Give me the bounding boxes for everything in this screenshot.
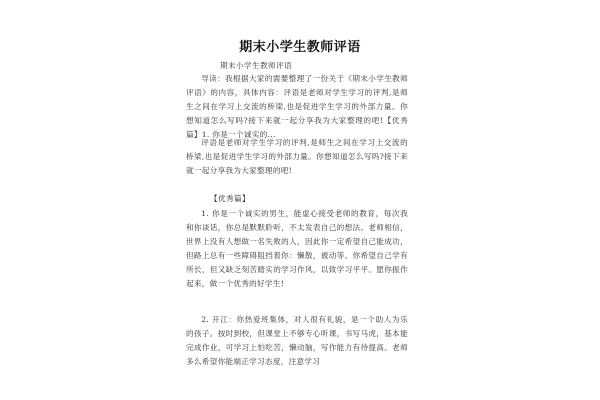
document-subtitle: 期末小学生教师评语 <box>220 61 292 70</box>
comment-item-2: 2. 开江：你热爱班集体，对人很有礼貌，是一个助人为乐的孩子。按时到校，但课堂上不够专心听课，书写马虎，基本能完成作业，可学习上怕吃苦，懒动脑，写作能力有待提高。老师多么希望你能端正学习态度，注意学习 <box>186 315 408 366</box>
summary-paragraph: 评语是老师对学生学习的评判,是师生之间在学习上交流的桥梁,也是促进学生学习的外部力量。你想知道怎么写吗?接下来就一起分享我为大家整理的吧! <box>186 138 408 175</box>
intro-paragraph: 导读：我根据大家的需要整理了一份关于《期末小学生教师评语》的内容，具体内容：评语是老师对学生学习的评判,是师生之间在学习上交流的桥梁,也是促进学生学习的外部力量。你想知道怎么写吗?接下来就一起分享我为大家整理的吧!【优秀篇】1. 你是一个诚实的... <box>186 74 408 139</box>
document-title: 期末小学生教师评语 <box>239 40 361 55</box>
section-heading: 【优秀篇】 <box>210 194 250 203</box>
comment-item-1: 1. 你是一个诚实的男生，能虚心接受老师的教育，每次我和你谈话，你总是默默聆听，不太发表自己的想法。老师相信，世界上没有人想做一名失败的人，因此你一定希望自己能成功，但路上总有一些障碍阻挡着你：懒散，被动等。你希望自己学有所长，但又缺乏刻苦踏实的学习作风，以致学习平平。愿你振作起来，做一个优秀的好学生! <box>186 209 408 288</box>
